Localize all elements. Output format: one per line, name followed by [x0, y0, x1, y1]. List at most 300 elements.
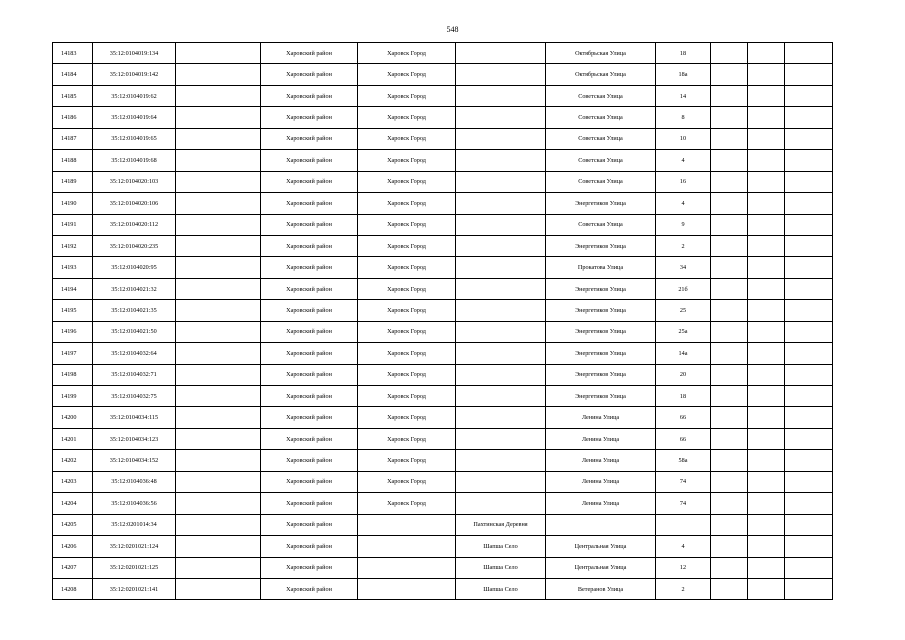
table-row — [53, 557, 833, 578]
blank-cell-3 — [748, 321, 785, 342]
blank-cell-1 — [176, 257, 261, 278]
city-cell: Харовск Город — [358, 450, 456, 471]
city-cell: Харовск Город — [358, 278, 456, 299]
district-cell: Харовский район — [261, 536, 358, 557]
table-row — [53, 214, 833, 235]
table-row — [53, 150, 833, 171]
record-number-cell: 14190 — [53, 193, 93, 214]
house-number-cell: 34 — [656, 257, 711, 278]
blank-cell-2 — [711, 193, 748, 214]
blank-cell-1 — [176, 278, 261, 299]
blank-cell-4 — [785, 343, 833, 364]
street-cell: Ветеранов Улица — [546, 578, 656, 599]
blank-cell-3 — [748, 128, 785, 149]
blank-cell-1 — [176, 557, 261, 578]
blank-cell-2 — [711, 407, 748, 428]
record-number-cell: 14202 — [53, 450, 93, 471]
street-cell: Ленина Улица — [546, 493, 656, 514]
settlement-cell: Шапша Село — [456, 578, 546, 599]
blank-cell-4 — [785, 321, 833, 342]
blank-cell-1 — [176, 171, 261, 192]
city-cell: Харовск Город — [358, 171, 456, 192]
blank-cell-1 — [176, 386, 261, 407]
record-number-cell: 14201 — [53, 428, 93, 449]
blank-cell-3 — [748, 493, 785, 514]
district-cell: Харовский район — [261, 128, 358, 149]
blank-cell-1 — [176, 193, 261, 214]
settlement-cell: Шапша Село — [456, 557, 546, 578]
district-cell: Харовский район — [261, 407, 358, 428]
city-cell — [358, 514, 456, 535]
district-cell: Харовский район — [261, 386, 358, 407]
settlement-cell — [456, 493, 546, 514]
city-cell: Харовск Город — [358, 214, 456, 235]
blank-cell-4 — [785, 107, 833, 128]
blank-cell-4 — [785, 578, 833, 599]
city-cell: Харовск Город — [358, 150, 456, 171]
district-cell: Харовский район — [261, 43, 358, 64]
blank-cell-1 — [176, 235, 261, 256]
blank-cell-1 — [176, 364, 261, 385]
settlement-cell — [456, 300, 546, 321]
city-cell: Харовск Город — [358, 321, 456, 342]
blank-cell-1 — [176, 514, 261, 535]
cadastral-number-cell: 35:12:0104021:35 — [93, 300, 176, 321]
record-number-cell: 14192 — [53, 235, 93, 256]
blank-cell-2 — [711, 278, 748, 299]
district-cell: Харовский район — [261, 343, 358, 364]
blank-cell-1 — [176, 64, 261, 85]
street-cell: Энергетиков Улица — [546, 193, 656, 214]
blank-cell-4 — [785, 214, 833, 235]
table-row — [53, 257, 833, 278]
record-number-cell: 14185 — [53, 85, 93, 106]
record-number-cell: 14195 — [53, 300, 93, 321]
district-cell: Харовский район — [261, 64, 358, 85]
cadastral-number-cell: 35:12:0104021:50 — [93, 321, 176, 342]
cadastral-number-cell: 35:12:0104034:123 — [93, 428, 176, 449]
house-number-cell: 4 — [656, 536, 711, 557]
city-cell: Харовск Город — [358, 64, 456, 85]
city-cell: Харовск Город — [358, 85, 456, 106]
blank-cell-3 — [748, 278, 785, 299]
house-number-cell — [656, 514, 711, 535]
cadastral-number-cell: 35:12:0104019:68 — [93, 150, 176, 171]
cadastral-number-cell: 35:12:0201021:125 — [93, 557, 176, 578]
record-number-cell: 14184 — [53, 64, 93, 85]
blank-cell-3 — [748, 343, 785, 364]
house-number-cell: 4 — [656, 150, 711, 171]
blank-cell-2 — [711, 386, 748, 407]
table-row — [53, 471, 833, 492]
city-cell: Харовск Город — [358, 493, 456, 514]
blank-cell-2 — [711, 321, 748, 342]
blank-cell-4 — [785, 557, 833, 578]
house-number-cell: 25 — [656, 300, 711, 321]
table-row — [53, 321, 833, 342]
house-number-cell: 66 — [656, 428, 711, 449]
house-number-cell: 4 — [656, 193, 711, 214]
house-number-cell: 18 — [656, 386, 711, 407]
house-number-cell: 9 — [656, 214, 711, 235]
cadastral-number-cell: 35:12:0201021:141 — [93, 578, 176, 599]
cadastral-number-cell: 35:12:0104020:112 — [93, 214, 176, 235]
settlement-cell — [456, 428, 546, 449]
blank-cell-4 — [785, 450, 833, 471]
record-number-cell: 14204 — [53, 493, 93, 514]
blank-cell-2 — [711, 428, 748, 449]
blank-cell-1 — [176, 578, 261, 599]
record-number-cell: 14186 — [53, 107, 93, 128]
table-row — [53, 235, 833, 256]
house-number-cell: 18 — [656, 43, 711, 64]
blank-cell-1 — [176, 150, 261, 171]
street-cell: Энергетиков Улица — [546, 300, 656, 321]
settlement-cell — [456, 193, 546, 214]
blank-cell-3 — [748, 193, 785, 214]
cadastral-number-cell: 35:12:0104019:64 — [93, 107, 176, 128]
cadastral-number-cell: 35:12:0104020:235 — [93, 235, 176, 256]
city-cell — [358, 536, 456, 557]
city-cell: Харовск Город — [358, 193, 456, 214]
blank-cell-1 — [176, 214, 261, 235]
cadastral-number-cell: 35:12:0104019:134 — [93, 43, 176, 64]
cadastral-number-cell: 35:12:0201021:124 — [93, 536, 176, 557]
house-number-cell: 25а — [656, 321, 711, 342]
city-cell: Харовск Город — [358, 407, 456, 428]
blank-cell-3 — [748, 536, 785, 557]
blank-cell-2 — [711, 150, 748, 171]
blank-cell-4 — [785, 64, 833, 85]
settlement-cell: Шапша Село — [456, 536, 546, 557]
settlement-cell — [456, 128, 546, 149]
table-row — [53, 64, 833, 85]
city-cell: Харовск Город — [358, 471, 456, 492]
blank-cell-4 — [785, 85, 833, 106]
blank-cell-1 — [176, 493, 261, 514]
blank-cell-1 — [176, 43, 261, 64]
district-cell: Харовский район — [261, 150, 358, 171]
settlement-cell — [456, 235, 546, 256]
record-number-cell: 14188 — [53, 150, 93, 171]
house-number-cell: 10 — [656, 128, 711, 149]
blank-cell-4 — [785, 193, 833, 214]
blank-cell-1 — [176, 128, 261, 149]
record-number-cell: 14203 — [53, 471, 93, 492]
record-number-cell: 14200 — [53, 407, 93, 428]
blank-cell-2 — [711, 557, 748, 578]
street-cell: Энергетиков Улица — [546, 321, 656, 342]
settlement-cell — [456, 386, 546, 407]
city-cell — [358, 557, 456, 578]
blank-cell-1 — [176, 321, 261, 342]
blank-cell-4 — [785, 150, 833, 171]
settlement-cell — [456, 150, 546, 171]
blank-cell-3 — [748, 214, 785, 235]
street-cell: Энергетиков Улица — [546, 343, 656, 364]
blank-cell-1 — [176, 407, 261, 428]
blank-cell-3 — [748, 471, 785, 492]
table-row — [53, 300, 833, 321]
record-number-cell: 14198 — [53, 364, 93, 385]
blank-cell-2 — [711, 107, 748, 128]
blank-cell-4 — [785, 128, 833, 149]
district-cell: Харовский район — [261, 557, 358, 578]
city-cell: Харовск Город — [358, 128, 456, 149]
district-cell: Харовский район — [261, 493, 358, 514]
blank-cell-3 — [748, 557, 785, 578]
settlement-cell — [456, 64, 546, 85]
blank-cell-1 — [176, 428, 261, 449]
settlement-cell — [456, 321, 546, 342]
blank-cell-2 — [711, 128, 748, 149]
blank-cell-2 — [711, 514, 748, 535]
cadastral-number-cell: 35:12:0201014:34 — [93, 514, 176, 535]
street-cell: Советская Улица — [546, 128, 656, 149]
street-cell: Советская Улица — [546, 214, 656, 235]
district-cell: Харовский район — [261, 193, 358, 214]
blank-cell-2 — [711, 235, 748, 256]
settlement-cell: Пахтинская Деревня — [456, 514, 546, 535]
street-cell: Ленина Улица — [546, 471, 656, 492]
district-cell: Харовский район — [261, 428, 358, 449]
blank-cell-2 — [711, 536, 748, 557]
blank-cell-2 — [711, 364, 748, 385]
blank-cell-1 — [176, 300, 261, 321]
street-cell: Ленина Улица — [546, 450, 656, 471]
street-cell: Советская Улица — [546, 85, 656, 106]
blank-cell-1 — [176, 536, 261, 557]
settlement-cell — [456, 214, 546, 235]
district-cell: Харовский район — [261, 171, 358, 192]
settlement-cell — [456, 43, 546, 64]
city-cell: Харовск Город — [358, 343, 456, 364]
table-row — [53, 364, 833, 385]
house-number-cell: 16 — [656, 171, 711, 192]
city-cell: Харовск Город — [358, 364, 456, 385]
street-cell: Энергетиков Улица — [546, 278, 656, 299]
record-number-cell: 14196 — [53, 321, 93, 342]
district-cell: Харовский район — [261, 471, 358, 492]
city-cell: Харовск Город — [358, 386, 456, 407]
settlement-cell — [456, 343, 546, 364]
blank-cell-3 — [748, 171, 785, 192]
blank-cell-3 — [748, 364, 785, 385]
blank-cell-4 — [785, 257, 833, 278]
street-cell — [546, 514, 656, 535]
house-number-cell: 18а — [656, 64, 711, 85]
settlement-cell — [456, 407, 546, 428]
blank-cell-2 — [711, 64, 748, 85]
blank-cell-3 — [748, 300, 785, 321]
record-number-cell: 14183 — [53, 43, 93, 64]
street-cell: Советская Улица — [546, 107, 656, 128]
settlement-cell — [456, 85, 546, 106]
house-number-cell: 58а — [656, 450, 711, 471]
blank-cell-3 — [748, 386, 785, 407]
city-cell: Харовск Город — [358, 43, 456, 64]
street-cell: Советская Улица — [546, 171, 656, 192]
table-row — [53, 578, 833, 599]
blank-cell-1 — [176, 471, 261, 492]
table-row — [53, 171, 833, 192]
blank-cell-4 — [785, 407, 833, 428]
cadastral-number-cell: 35:12:0104034:152 — [93, 450, 176, 471]
record-number-cell: 14206 — [53, 536, 93, 557]
page-number: 548 — [446, 25, 459, 34]
table-row — [53, 514, 833, 535]
settlement-cell — [456, 450, 546, 471]
house-number-cell: 2 — [656, 235, 711, 256]
record-number-cell: 14208 — [53, 578, 93, 599]
blank-cell-1 — [176, 450, 261, 471]
blank-cell-2 — [711, 471, 748, 492]
blank-cell-3 — [748, 450, 785, 471]
street-cell: Энергетиков Улица — [546, 364, 656, 385]
city-cell: Харовск Город — [358, 428, 456, 449]
street-cell: Энергетиков Улица — [546, 235, 656, 256]
cadastral-number-cell: 35:12:0104032:75 — [93, 386, 176, 407]
blank-cell-1 — [176, 107, 261, 128]
cadastral-number-cell: 35:12:0104036:56 — [93, 493, 176, 514]
house-number-cell: 20 — [656, 364, 711, 385]
district-cell: Харовский район — [261, 257, 358, 278]
blank-cell-3 — [748, 43, 785, 64]
blank-cell-4 — [785, 171, 833, 192]
cadastral-number-cell: 35:12:0104020:103 — [93, 171, 176, 192]
table-row — [53, 43, 833, 64]
blank-cell-2 — [711, 578, 748, 599]
table-row — [53, 407, 833, 428]
blank-cell-3 — [748, 64, 785, 85]
cadastral-number-cell: 35:12:0104032:64 — [93, 343, 176, 364]
cadastral-number-cell: 35:12:0104032:71 — [93, 364, 176, 385]
cadastral-number-cell: 35:12:0104021:32 — [93, 278, 176, 299]
cadastral-number-cell: 35:12:0104020:106 — [93, 193, 176, 214]
street-cell: Энергетиков Улица — [546, 386, 656, 407]
blank-cell-4 — [785, 43, 833, 64]
blank-cell-4 — [785, 471, 833, 492]
district-cell: Харовский район — [261, 214, 358, 235]
blank-cell-3 — [748, 150, 785, 171]
blank-cell-2 — [711, 214, 748, 235]
record-number-cell: 14197 — [53, 343, 93, 364]
street-cell: Прокатова Улица — [546, 257, 656, 278]
district-cell: Харовский район — [261, 578, 358, 599]
blank-cell-2 — [711, 343, 748, 364]
street-cell: Октябрьская Улица — [546, 43, 656, 64]
district-cell: Харовский район — [261, 321, 358, 342]
cadastral-number-cell: 35:12:0104019:142 — [93, 64, 176, 85]
blank-cell-2 — [711, 450, 748, 471]
record-number-cell: 14189 — [53, 171, 93, 192]
table-row — [53, 428, 833, 449]
blank-cell-2 — [711, 493, 748, 514]
record-number-cell: 14205 — [53, 514, 93, 535]
district-cell: Харовский район — [261, 235, 358, 256]
record-number-cell: 14207 — [53, 557, 93, 578]
blank-cell-2 — [711, 43, 748, 64]
registry-table-body — [53, 43, 833, 600]
district-cell: Харовский район — [261, 514, 358, 535]
blank-cell-2 — [711, 257, 748, 278]
house-number-cell: 2 — [656, 578, 711, 599]
settlement-cell — [456, 364, 546, 385]
blank-cell-4 — [785, 428, 833, 449]
blank-cell-4 — [785, 514, 833, 535]
blank-cell-3 — [748, 578, 785, 599]
cadastral-number-cell: 35:12:0104036:48 — [93, 471, 176, 492]
district-cell: Харовский район — [261, 300, 358, 321]
blank-cell-1 — [176, 343, 261, 364]
cadastral-number-cell: 35:12:0104020:95 — [93, 257, 176, 278]
table-row — [53, 386, 833, 407]
street-cell: Центральная Улица — [546, 536, 656, 557]
house-number-cell: 14а — [656, 343, 711, 364]
house-number-cell: 66 — [656, 407, 711, 428]
settlement-cell — [456, 257, 546, 278]
table-row — [53, 493, 833, 514]
blank-cell-4 — [785, 235, 833, 256]
record-number-cell: 14199 — [53, 386, 93, 407]
table-row — [53, 450, 833, 471]
cadastral-number-cell: 35:12:0104019:65 — [93, 128, 176, 149]
blank-cell-3 — [748, 257, 785, 278]
table-row — [53, 193, 833, 214]
city-cell: Харовск Город — [358, 300, 456, 321]
table-row — [53, 128, 833, 149]
house-number-cell: 14 — [656, 85, 711, 106]
district-cell: Харовский район — [261, 85, 358, 106]
blank-cell-4 — [785, 386, 833, 407]
house-number-cell: 21б — [656, 278, 711, 299]
registry-table — [52, 42, 833, 600]
blank-cell-3 — [748, 107, 785, 128]
house-number-cell: 74 — [656, 493, 711, 514]
district-cell: Харовский район — [261, 364, 358, 385]
table-row — [53, 85, 833, 106]
blank-cell-3 — [748, 428, 785, 449]
cadastral-number-cell: 35:12:0104019:62 — [93, 85, 176, 106]
blank-cell-2 — [711, 300, 748, 321]
blank-cell-4 — [785, 493, 833, 514]
blank-cell-1 — [176, 85, 261, 106]
blank-cell-4 — [785, 278, 833, 299]
blank-cell-3 — [748, 407, 785, 428]
house-number-cell: 74 — [656, 471, 711, 492]
settlement-cell — [456, 278, 546, 299]
blank-cell-4 — [785, 536, 833, 557]
blank-cell-3 — [748, 235, 785, 256]
blank-cell-3 — [748, 514, 785, 535]
settlement-cell — [456, 107, 546, 128]
city-cell: Харовск Город — [358, 235, 456, 256]
house-number-cell: 8 — [656, 107, 711, 128]
city-cell: Харовск Город — [358, 257, 456, 278]
table-row — [53, 343, 833, 364]
street-cell: Октябрьская Улица — [546, 64, 656, 85]
blank-cell-2 — [711, 171, 748, 192]
street-cell: Ленина Улица — [546, 407, 656, 428]
table-row — [53, 278, 833, 299]
city-cell — [358, 578, 456, 599]
district-cell: Харовский район — [261, 450, 358, 471]
street-cell: Советская Улица — [546, 150, 656, 171]
blank-cell-3 — [748, 85, 785, 106]
district-cell: Харовский район — [261, 278, 358, 299]
record-number-cell: 14187 — [53, 128, 93, 149]
street-cell: Центральная Улица — [546, 557, 656, 578]
